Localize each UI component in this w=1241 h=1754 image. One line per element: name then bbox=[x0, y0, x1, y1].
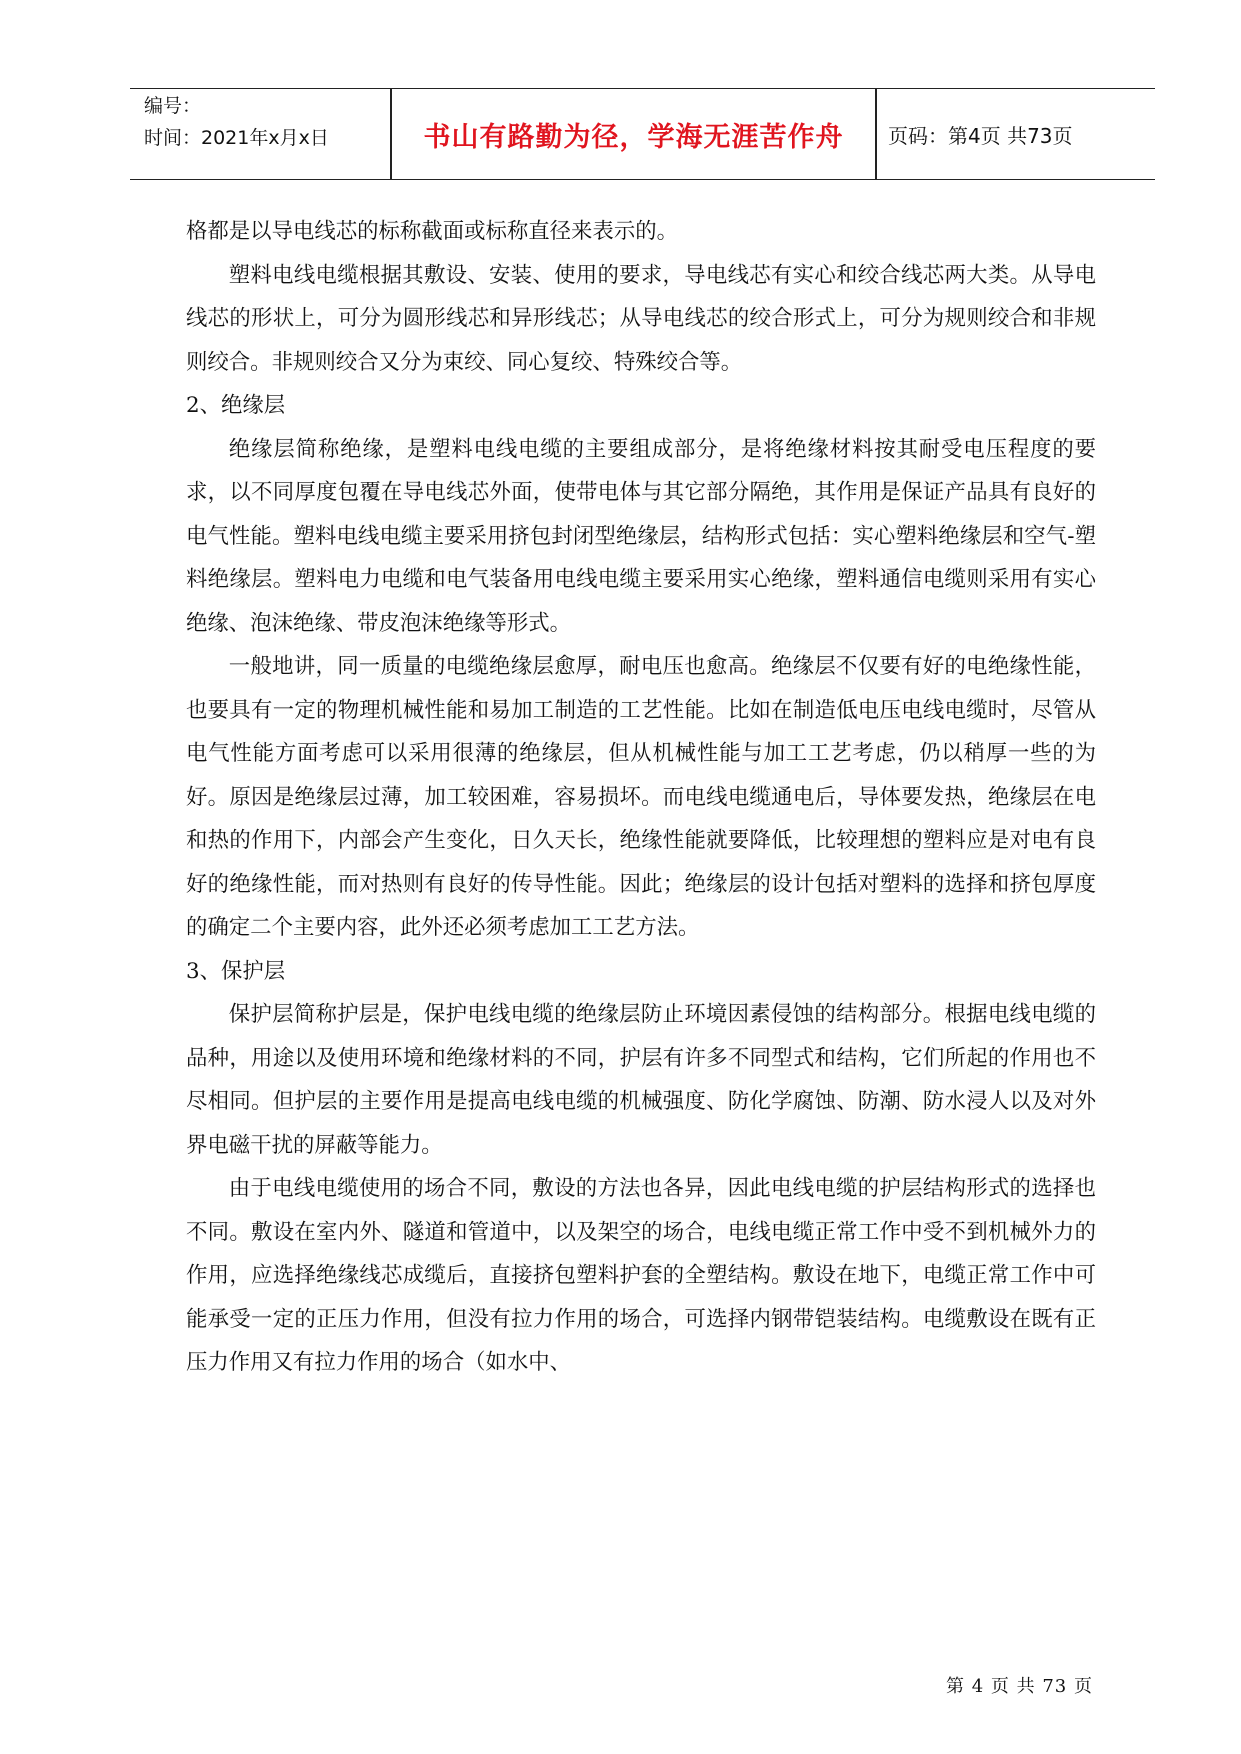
header-motto: 书山有路勤为径，学海无涯苦作舟 bbox=[423, 121, 844, 153]
header-page-code: 页码：第4页 共73页 bbox=[888, 123, 1073, 148]
document-time: 时间：2021年x月x日 bbox=[144, 127, 329, 149]
page-header bbox=[130, 88, 1155, 180]
body-paragraph: 绝缘层简称绝缘，是塑料电线电缆的主要组成部分，是将绝缘材料按其耐受电压程度的要求，以不同厚度包覆在导电线芯外面，使带电体与其它部分隔绝，其作用是保证产品具有良好的电气性能。塑料电线电缆主要采用挤包封闭型绝缘层，结构形式包括：实心塑料绝缘层和空气-塑料绝缘层。塑料电力电缆和电气装备用电线电缆主要采用实心绝缘，塑料通信电缆则采用有实心绝缘、泡沫绝缘、带皮泡沫绝缘等形式。 bbox=[186, 436, 1096, 636]
header-divider bbox=[875, 89, 877, 179]
section-heading-insulation: 2、绝缘层 bbox=[186, 393, 286, 418]
body-paragraph: 保护层简称护层是，保护电线电缆的绝缘层防止环境因素侵蚀的结构部分。根据电线电缆的品种，用途以及使用环境和绝缘材料的不同，护层有许多不同型式和结构，它们所起的作用也不尽相同。但护层的主要作用是提高电线电缆的机械强度、防化学腐蚀、防潮、防水浸人以及对外界电磁干扰的屏蔽等能力。 bbox=[186, 1002, 1096, 1158]
document-number-label: 编号： bbox=[144, 95, 202, 117]
body-paragraph: 由于电线电缆使用的场合不同，敷设的方法也各异，因此电线电缆的护层结构形式的选择也不同。敷设在室内外、隧道和管道中，以及架空的场合，电线电缆正常工作中受不到机械外力的作用，应选择绝缘线芯成缆后，直接挤包塑料护套的全塑结构。敷设在地下，电缆正常工作中可能承受一定的正压力作用，但没有拉力作用的场合，可选择内钢带铠装结构。电缆敷设在既有正压力作用又有拉力作用的场合（如水中、 bbox=[186, 1176, 1096, 1375]
section-heading-protection: 3、保护层 bbox=[186, 958, 286, 984]
body-paragraph: 格都是以导电线芯的标称截面或标称直径来表示的。 bbox=[186, 219, 678, 244]
document-body bbox=[186, 210, 1096, 1385]
body-paragraph: 塑料电线电缆根据其敷设、安装、使用的要求，导电线芯有实心和绞合线芯两大类。从导电线芯的形状上，可分为圆形线芯和异形线芯；从导电线芯的绞合形式上，可分为规则绞合和非规则绞合。非规则绞合又分为束绞、同心复绞、特殊绞合等。 bbox=[186, 262, 1096, 375]
body-paragraph: 一般地讲，同一质量的电缆绝缘层愈厚，耐电压也愈高。绝缘层不仅要有好的电绝缘性能，也要具有一定的物理机械性能和易加工制造的工艺性能。比如在制造低电压电线电缆时，尽管从电气性能方面考虑可以采用很薄的绝缘层，但从机械性能与加工工艺考虑，仍以稍厚一些的为好。原因是绝缘层过薄，加工较困难，容易损坏。而电线电缆通电后，导体要发热，绝缘层在电和热的作用下，内部会产生变化，日久天长，绝缘性能就要降低，比较理想的塑料应是对电有良好的绝缘性能，而对热则有良好的传导性能。因此；绝缘层的设计包括对塑料的选择和挤包厚度的确定二个主要内容，此外还必须考虑加工工艺方法。 bbox=[186, 654, 1096, 940]
page-footer: 第 4 页 共 73 页 bbox=[946, 1676, 1093, 1697]
